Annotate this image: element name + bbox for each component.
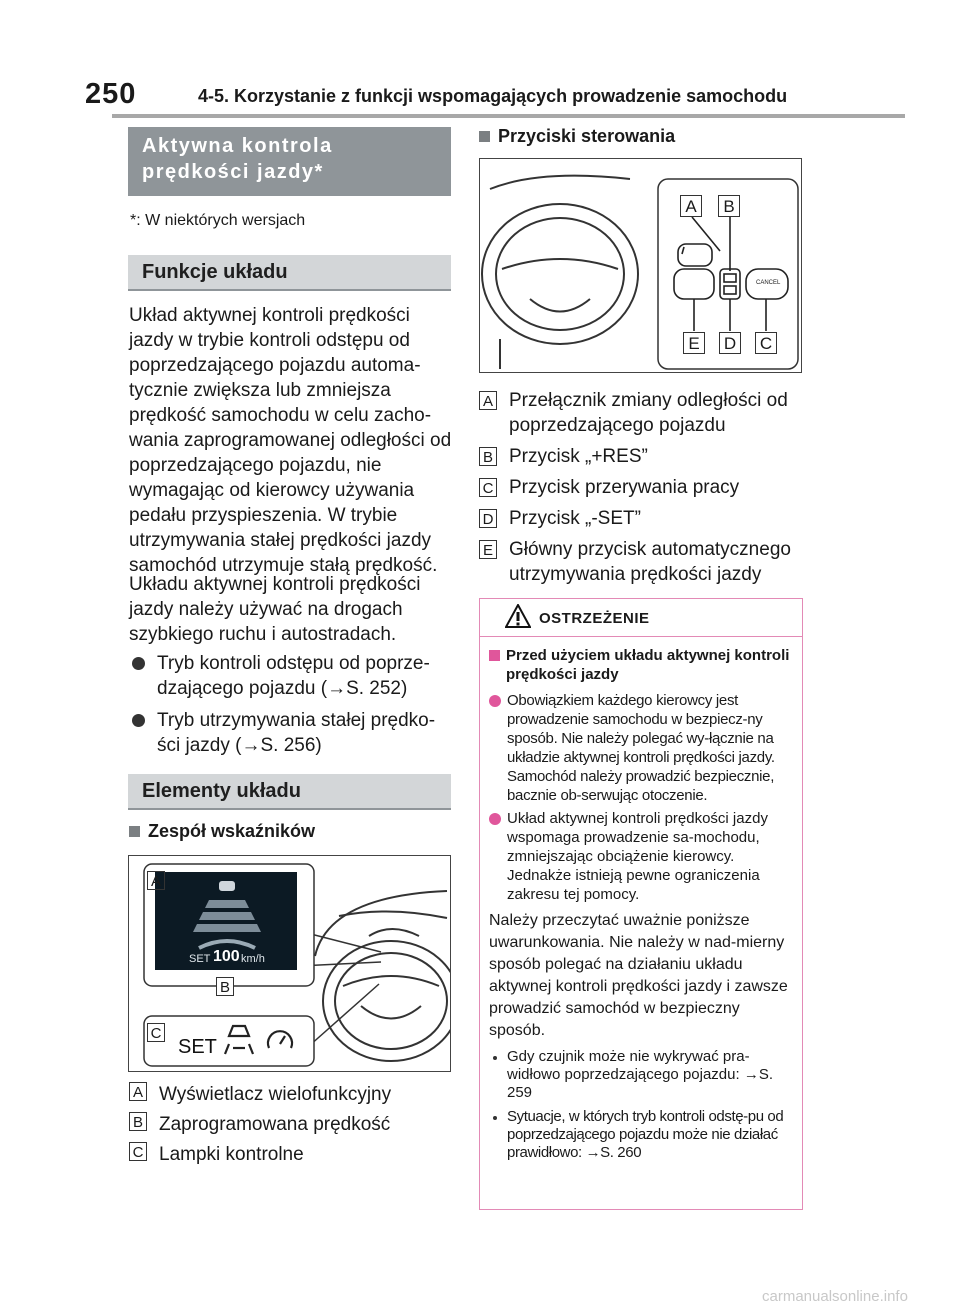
warning-subheading: Przed użyciem układu aktywnej kontroli prędkości jazdy (489, 646, 795, 684)
bullet-dot-icon (132, 657, 145, 670)
warning-note: Gdy czujnik może nie wykrywać pra-widłowo poprzedzającego pojazdu: →S. 259 (489, 1048, 795, 1102)
mode-bullet: Tryb utrzymywania stałej prędko-ści jazdy (→S. 256) (129, 708, 454, 758)
legend-item: C Lampki kontrolne (129, 1142, 391, 1167)
footnote: *: W niektórych wersjach (130, 212, 306, 229)
bullet-dot-icon (493, 1116, 497, 1120)
cancel-button-text: CANCEL (756, 280, 781, 286)
legend-item: A Przełącznik zmiany odległości od poprzedzającego pojazdu (479, 388, 804, 438)
display-unit: km/h (241, 953, 265, 965)
square-bullet-icon (129, 826, 140, 837)
warning-paragraph: Należy przeczytać uważnie poniższe uwarunkowania. Nie należy w nad-mierny sposób polegać na działaniu układu aktywnej kontroli prędkości jazdy i zawsze prowadzić samochód w bezpieczny sposób. (489, 912, 788, 1039)
controls-heading: Przyciski sterowania (479, 126, 675, 147)
warning-triangle-icon (505, 604, 531, 628)
label-c: C (755, 332, 777, 354)
square-bullet-icon (479, 131, 490, 142)
functions-paragraph-1: Układ aktywnej kontroli prędkości jazdy w trybie kontroli odstępu od poprzedzającego pojazdu automa-tycznie zwiększa lub zmniejsza prędkość samochodu w celu zacho-wania zaprogramowanej odległości od poprzedzającego pojazdu, nie wymagając od kierowcy używania pedału przyspieszenia. W trybie utrzymywania stałej prędkości jazdy samochód utrzymuje stałą prędkość. (129, 305, 452, 576)
main-title: Aktywna kontrola prędkości jazdy* (128, 127, 451, 196)
warning-bullet: Układ aktywnej kontroli prędkości jazdy wspomaga prowadzenie sa-mochodu, zmniejszając obciążenie kierowcy. Jednakże istnieją pewne ograniczenia zakresu tej pomocy. (489, 809, 795, 904)
label-e: E (683, 332, 705, 354)
pink-dot-icon (489, 813, 501, 825)
warning-bullet: Obowiązkiem każdego kierowcy jest prowadzenie samochodu w bezpiecz-ny sposób. Nie należy polegać wy-łącznie na układzie aktywnej kontroli prędkości jazdy. Samochód należy prowadzić bezpiecznie, bacznie ob-serwując otoczenie. (489, 691, 795, 805)
pink-dot-icon (489, 695, 501, 707)
warning-note: Sytuacje, w których tryb kontroli odstę-pu od poprzedzającego pojazdu może nie działać prawidłowo: →S. 260 (489, 1108, 795, 1162)
functions-heading: Funkcje układu (128, 255, 451, 291)
legend-item: C Przycisk przerywania pracy (479, 475, 804, 500)
bullet-dot-icon (493, 1056, 497, 1060)
legend-item: D Przycisk „-SET” (479, 506, 804, 531)
label-a: A (680, 195, 702, 217)
steering-controls-drawing (480, 159, 802, 373)
legend-item: B Zaprogramowana prędkość (129, 1112, 391, 1137)
warning-title: OSTRZEŻENIE (539, 610, 650, 627)
label-c: C (147, 1023, 165, 1042)
functions-paragraph-2: Układu aktywnej kontroli prędkości jazdy należy używać na drogach szybkiego ruchu i autostradach. (129, 574, 421, 645)
watermark: carmanualsonline.info (762, 1288, 908, 1305)
label-b: B (216, 977, 234, 996)
controls-legend (479, 388, 804, 587)
display-speed: 100 (213, 948, 240, 965)
page-number: 250 (85, 78, 137, 110)
indicator-set-text: SET (178, 1036, 217, 1058)
legend-item: A Wyświetlacz wielofunkcyjny (129, 1082, 391, 1107)
steering-controls-figure (479, 158, 802, 373)
indicator-heading: Zespół wskaźników (129, 821, 315, 842)
pink-square-icon (489, 650, 500, 661)
section-title: 4-5. Korzystanie z funkcji wspomagających prowadzenie samochodu (198, 86, 788, 106)
header-divider (112, 114, 905, 118)
label-d: D (719, 332, 741, 354)
legend-item: E Główny przycisk automatycznego utrzymywania prędkości jazdy (479, 537, 804, 587)
mode-bullet: Tryb kontroli odstępu od poprze-dzającego pojazdu (→S. 252) (129, 651, 454, 701)
label-b: B (718, 195, 740, 217)
label-a: A (147, 871, 165, 890)
display-set-text: SET (189, 953, 211, 965)
bullet-dot-icon (132, 714, 145, 727)
instrument-cluster-figure (128, 855, 451, 1072)
legend-item: B Przycisk „+RES” (479, 444, 804, 469)
indicator-legend (129, 1082, 391, 1167)
warning-content (489, 646, 795, 1162)
warning-divider (479, 636, 803, 637)
elements-heading: Elementy układu (128, 774, 451, 810)
